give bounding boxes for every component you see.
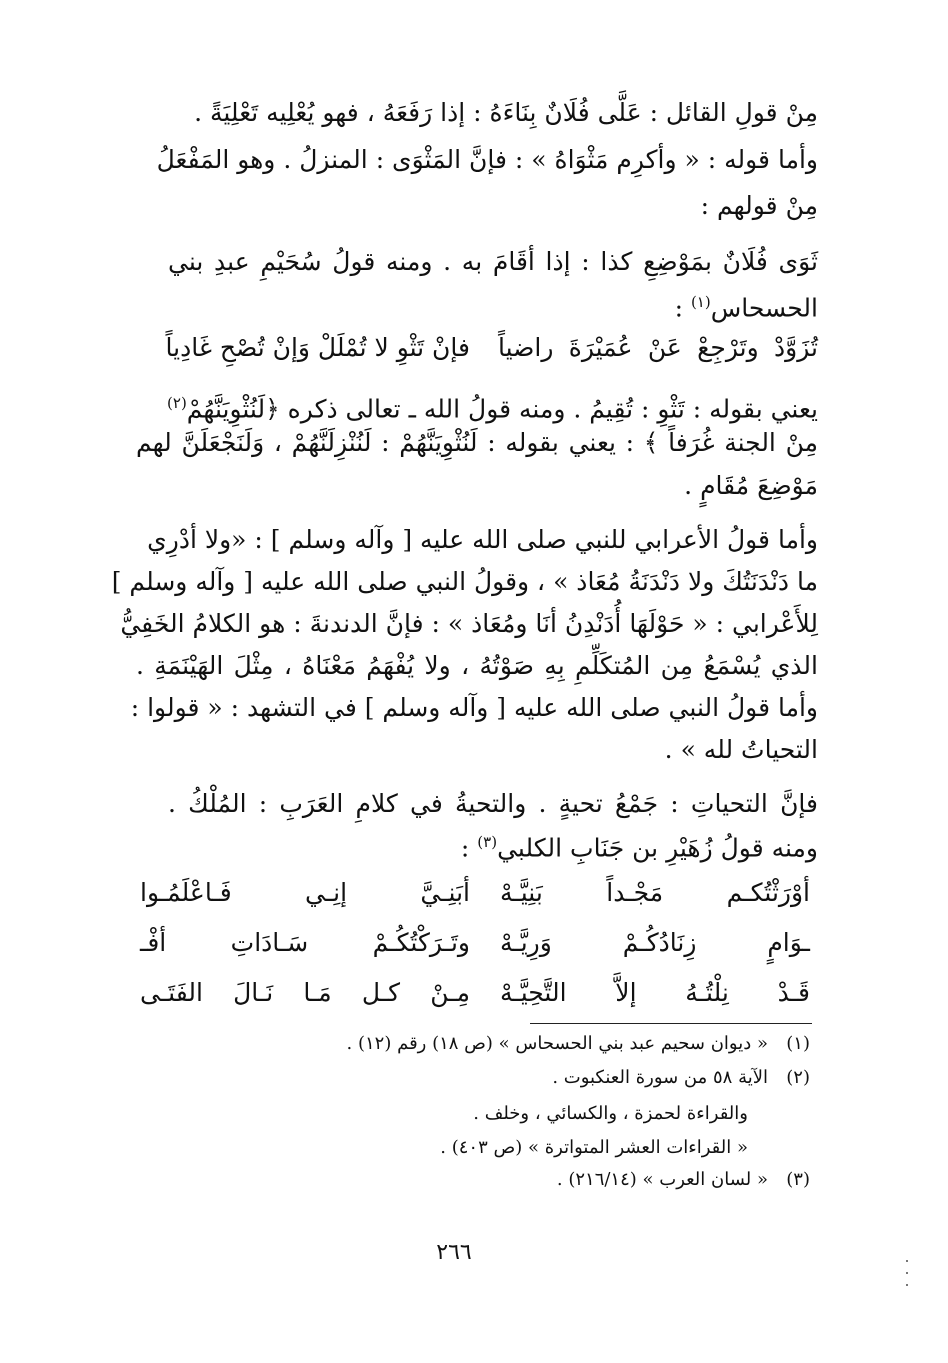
colon: : <box>674 293 691 323</box>
text-line-15: فإنَّ التحياتِ : جَمْعُ تحيةٍ . والتحيةُ في كلامِ العَرَبِ : المُلْكُ . <box>168 789 818 818</box>
footnote-1-text: « ديوان سحيم عبد بني الحسحاس » (ص ١٨) رقم (١٢) . <box>346 1033 768 1054</box>
text-line-9: وأما قولُ الأعرابي للنبي صلى الله عليه [ وآله وسلم ] : «ولا أدْرِي <box>147 525 818 554</box>
footnote-ref-2: (٢) <box>167 394 187 412</box>
text-line-7: مِنْ الجنة غُرَفاً ﴾ : يعني بقوله : لَنُثْوِيَنَّهُمْ : لَنُنْزِلَنَّهُمْ ، وَلَنَجْعَلَنَّ لهم <box>136 428 818 457</box>
text-line-11: لِلأَعْرابي : « حَوْلَهَا أُدَنْدِنُ أنَا ومُعَاذ » : فإنَّ الدندنةَ : هو الكلامُ الخَفِيُّ <box>120 609 818 638</box>
text-line-13: وأما قولُ النبي صلى الله عليه [ وآله وسلم ] في التشهد : « قولوا : <box>130 693 818 722</box>
footnote-3-number: (٣) <box>786 1169 810 1190</box>
text-line-14: التحياتُ لله » . <box>664 735 818 764</box>
text-line-2: وأما قوله : « وأكرِم مَثْوَاهُ » : فإنَّ المَثْوَى : المنزلُ . وهو المَفْعَلُ <box>156 145 818 174</box>
poet-name-zuhayr: ومنه قولُ زُهَيْرِ بن جَنَابِ الكلبي <box>497 833 818 863</box>
poem-verse-2-right: وتَـرَكْتُكُـمْ سَـادَاتِ أفْـ <box>140 928 470 957</box>
text-line-16 <box>136 822 818 868</box>
footnote-2-continuation-2: « القراءات العشر المتواترة » (ص ٤٠٣) . <box>440 1137 748 1158</box>
text-line-10: ما دَنْدَنَتُكَ ولا دَنْدَنَةُ مُعَاذ » ، وقولُ النبي صلى الله عليه [ وآله وسلم ] <box>111 567 818 596</box>
text-line-3: مِنْ قولهم : <box>700 191 818 220</box>
page-number: ٢٦٦ <box>436 1240 472 1265</box>
footnote-divider <box>530 1023 812 1024</box>
poem-verse-2-left: ـوَامٍ زِنَادُكُـمْ وَرِيَّـهْ <box>500 928 810 957</box>
footnote-ref-1: (١) <box>690 293 711 311</box>
text-line-12: الذي يُسْمَعُ مِن المُتكَلِّمِ بِهِ صَوْتُهُ ، ولا يُفْهَمُ مَعْنَاهُ ، مِثْلَ الهَيْنَمَةِ . <box>136 651 818 680</box>
quran-intro: يعني بقوله : تَثْوِ : تُقِيمُ . ومنه قولُ الله ـ تعالى ذكره ﴿لَنُثْوِيَنَّهُمْ <box>186 394 818 424</box>
poem-verse-3-left: قَـدْ نِلْتُـهُ إلاَّ التَّحِيَّـهْ <box>500 978 810 1007</box>
text-line-5 <box>136 282 818 328</box>
poem-verse-3-right: مِـنْ كـل مَـا نَـالَ الفَتَـى <box>140 978 470 1007</box>
scan-artifact <box>902 1260 908 1300</box>
poem-verse-1-left: أوْرَثْتُكـم مَجْـداً بَنِيَّـهْ <box>500 878 810 907</box>
verse-hemistich-left: تُزَوَّدْ وتَرْجِعْ عَنْ عُمَيْرَةَ راضياً <box>498 333 818 362</box>
poet-name: الحسحاس <box>710 293 818 323</box>
footnote-ref-3: (٣) <box>477 833 498 851</box>
footnote-2-text: الآية ٥٨ من سورة العنكبوت . <box>552 1067 768 1088</box>
colon-2: : <box>460 833 478 863</box>
text-line-1: مِنْ قولِ القائل : عَلَّى فُلَانٌ بِنَاءَهُ : إذا رَفَعَهُ ، فهو يُعْلِيه تَعْلِيَةً . <box>194 98 818 127</box>
footnote-2-number: (٢) <box>786 1067 810 1088</box>
footnote-3-text: « لسان العرب » (٢١٦/١٤) . <box>556 1169 768 1190</box>
text-line-4: ثَوَى فُلَانٌ بمَوْضِعِ كذا : إذا أقَامَ به . ومنه قولُ سُحَيْمِ عبدِ بني <box>168 247 818 276</box>
verse-hemistich-right: فإنْ تَثْوِ لا تُمْلَلْ وَإنْ تُصْحِ غَادِياً <box>165 333 470 362</box>
text-line-8: مَوْضِعَ مُقَامٍ . <box>684 471 818 500</box>
footnote-1-number: (١) <box>786 1033 810 1054</box>
poem-verse-1-right: أبَنِـيَّ إنِـي فَـاعْلَمُـوا <box>140 878 470 907</box>
footnote-2-continuation-1: والقراءة لحمزة ، والكسائي ، وخلف . <box>473 1103 748 1124</box>
